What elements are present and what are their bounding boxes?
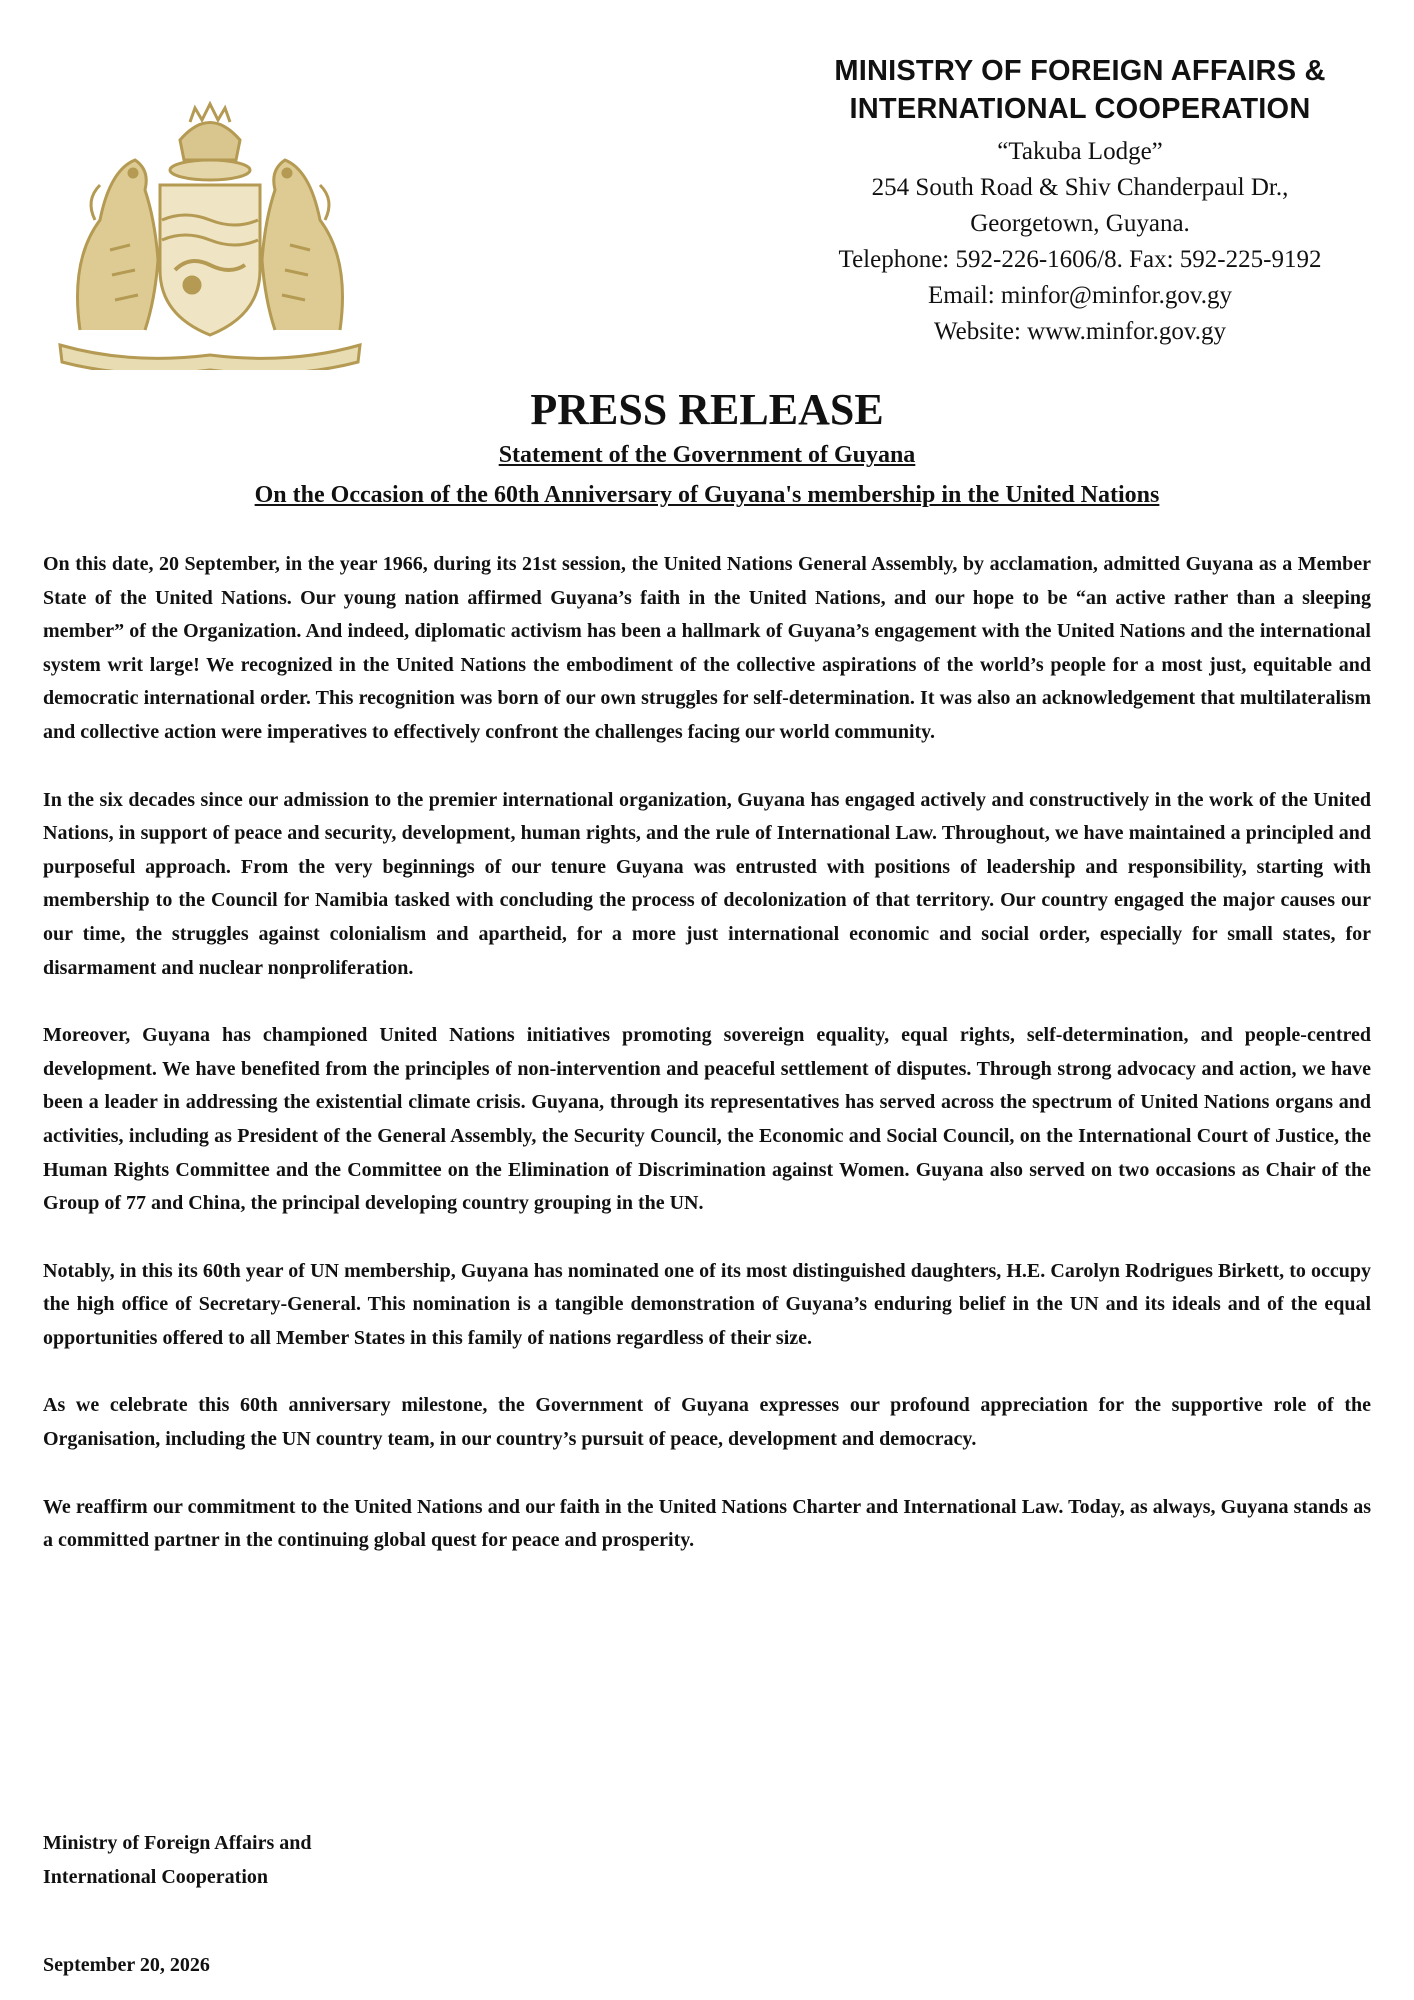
paragraph-2: In the six decades since our admission to the premier international organization, Guyana has engaged actively and constructively in the work of the United Nations, in support of peace and security, development, human rights, and the rule of International Law. Throughout, we have maintained a principled and purposeful approach. From the very beginnings of our tenure Guyana was entrusted with positions of leadership and responsibility, starting with membership to the Council for Namibia tasked with concluding the process of decolonization of that territory. Our country engaged the major causes our our time, the struggles against colonialism and apartheid, for a more just international economic and social order, especially for small states, for disarmament and nuclear nonproliferation. <box>43 788 1371 979</box>
address-email: Email: minfor@minfor.gov.gy <box>927 282 1232 309</box>
subtitle-statement: Statement of the Government of Guyana <box>498 442 916 468</box>
release-date: September 20, 2026 <box>43 1954 210 1976</box>
address-street: 254 South Road & Shiv Chanderpaul Dr., <box>871 174 1289 201</box>
paragraph-4: Notably, in this its 60th year of UN membership, Guyana has nominated one of its most distinguished daughters, H.E. Carolyn Rodrigues Birkett, to occupy the high office of Secretary-General. This nomination is a tangible demonstration of Guyana’s enduring belief in the UN and its ideals and of the equal opportunities offered to all Member States in this family of nations regardless of their size. <box>43 1259 1371 1349</box>
subtitle-occasion: On the Occasion of the 60th Anniversary of Guyana's membership in the United Nations <box>254 482 1160 508</box>
address-city: Georgetown, Guyana. <box>970 210 1190 237</box>
address-phone-fax: Telephone: 592-226-1606/8. Fax: 592-225-9192 <box>838 246 1322 273</box>
signoff <box>43 1826 743 1894</box>
signoff-line1: Ministry of Foreign Affairs and <box>43 1832 312 1854</box>
guyana-coat-of-arms-icon <box>40 100 380 370</box>
page-title: PRESS RELEASE <box>530 385 884 434</box>
address-building: “Takuba Lodge” <box>997 138 1163 165</box>
address-website: Website: www.minfor.gov.gy <box>934 318 1226 345</box>
paragraph-5: As we celebrate this 60th anniversary milestone, the Government of Guyana expresses our profound appreciation for the supportive role of the Organisation, including the UN country team, in our country’s pursuit of peace, development and democracy. <box>43 1394 1371 1451</box>
paragraph-3: Moreover, Guyana has championed United Nations initiatives promoting sovereign equality, equal rights, self-determination, and people-centred development. We have benefited from the principles of non-intervention and peaceful settlement of disputes. Through strong advocacy and action, we have been a leader in addressing the existential climate crisis. Guyana, through its representatives has served across the spectrum of United Nations organs and activities, including as President of the General Assembly, the Security Council, the Economic and Social Council, on the International Court of Justice, the Human Rights Committee and the Committee on the Elimination of Discrimination against Women. Guyana also served on two occasions as Chair of the Group of 77 and China, the principal developing country grouping in the UN. <box>43 1024 1371 1215</box>
paragraph-1: On this date, 20 September, in the year 1966, during its 21st session, the United Nations General Assembly, by acclamation, admitted Guyana as a Member State of the United Nations. Our young nation affirmed Guyana’s faith in the United Nations, and our hope to be “an active rather than a sleeping member” of the Organization. And indeed, diplomatic activism has been a hallmark of Guyana’s engagement with the United Nations and the international system writ large! We recognized in the United Nations the embodiment of the collective aspirations of the world’s people for a most just, equitable and democratic international order. This recognition was born of our own struggles for self-determination. It was also an acknowledgement that multilateralism and collective action were imperatives to effectively confront the challenges facing our world community. <box>43 553 1371 743</box>
paragraph-6: We reaffirm our commitment to the United Nations and our faith in the United Nations Charter and International Law. Today, as always, Guyana stands as a committed partner in the continuing global quest for peace and prosperity. <box>43 1495 1371 1552</box>
signoff-line2: International Cooperation <box>43 1866 268 1888</box>
press-release-body <box>43 548 1371 1592</box>
ministry-name-line1: MINISTRY OF FOREIGN AFFAIRS & <box>834 55 1326 87</box>
letterhead <box>760 52 1400 350</box>
ministry-name-line2: INTERNATIONAL COOPERATION <box>849 93 1311 125</box>
